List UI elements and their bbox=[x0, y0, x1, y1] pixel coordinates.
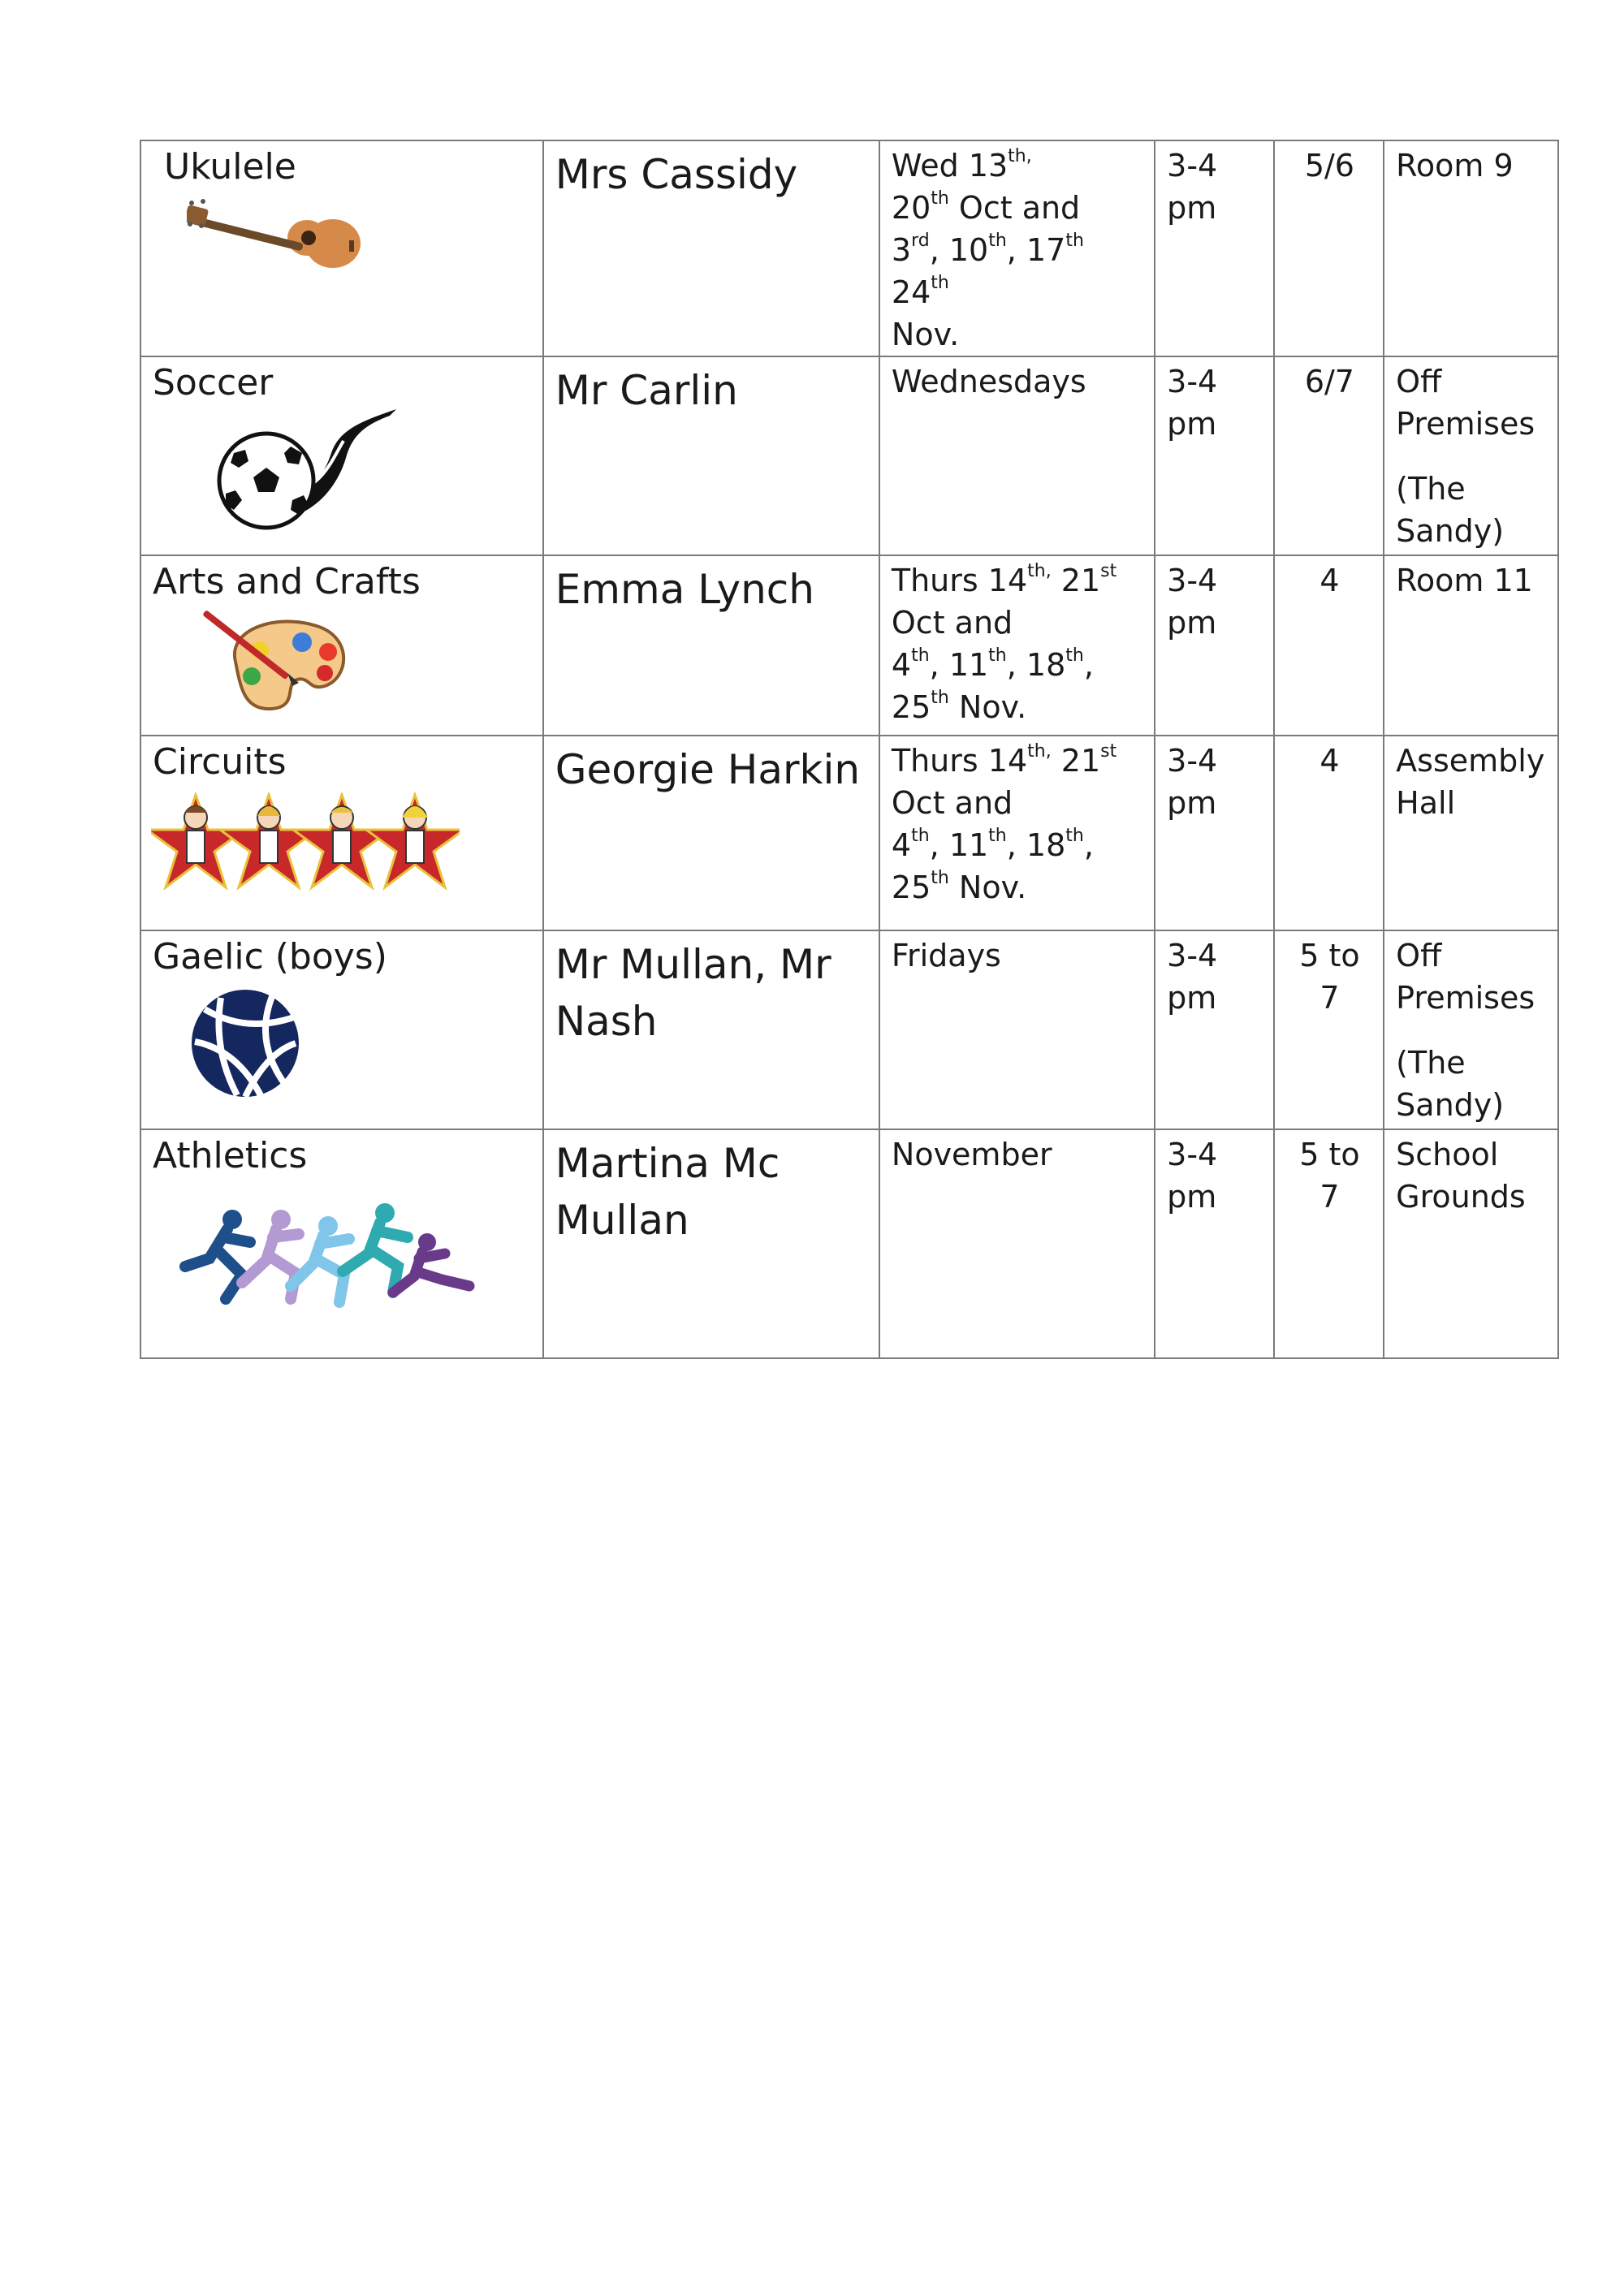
dates-line: 25th Nov. bbox=[891, 688, 1027, 725]
dates-line: Oct and bbox=[891, 605, 1013, 641]
location-line: Off bbox=[1396, 938, 1442, 973]
location-line: Assembly bbox=[1396, 743, 1545, 779]
activity-name: Gaelic (boys) bbox=[153, 936, 387, 978]
time-cell bbox=[1155, 356, 1274, 555]
table-row bbox=[140, 140, 1558, 356]
activity-cell bbox=[140, 140, 543, 356]
table-row bbox=[140, 555, 1558, 736]
location-cell bbox=[1384, 140, 1558, 356]
dates-cell bbox=[879, 1129, 1155, 1358]
leader-cell bbox=[543, 140, 879, 356]
years-cell bbox=[1274, 356, 1384, 555]
dates-cell bbox=[879, 930, 1155, 1129]
location-line: Sandy) bbox=[1396, 1087, 1505, 1123]
soccer-ball-icon bbox=[201, 404, 412, 534]
dates-line: Wed $13^{th,}$ bbox=[891, 146, 1032, 183]
location-line: Premises bbox=[1396, 406, 1535, 442]
years-cell bbox=[1274, 736, 1384, 930]
location-cell bbox=[1384, 736, 1558, 930]
dates-line: Thurs $14^{th,}$ 21st bbox=[891, 741, 1117, 779]
location-value: Room 9 bbox=[1396, 148, 1514, 183]
activity-cell bbox=[140, 1129, 543, 1358]
runners-icon bbox=[177, 1202, 502, 1323]
time-value: 3-4 pm bbox=[1167, 1137, 1218, 1215]
leader-cell bbox=[543, 356, 879, 555]
table-row bbox=[140, 1129, 1558, 1358]
location-line: Premises bbox=[1396, 980, 1535, 1016]
years-cell bbox=[1274, 140, 1384, 356]
leader-line: Nash bbox=[555, 998, 658, 1045]
dates-line: Thurs $14^{th,}$ 21st bbox=[891, 561, 1117, 598]
years-cell bbox=[1274, 555, 1384, 736]
location-line: Off bbox=[1396, 364, 1442, 399]
time-cell bbox=[1155, 736, 1274, 930]
location-line: Grounds bbox=[1396, 1179, 1526, 1215]
activity-name: Circuits bbox=[153, 741, 287, 783]
leader-name: Mrs Cassidy bbox=[555, 151, 798, 198]
location-cell bbox=[1384, 356, 1558, 555]
years-value: 4 bbox=[1320, 743, 1340, 779]
years-value: 4 bbox=[1320, 563, 1340, 598]
activity-cell bbox=[140, 736, 543, 930]
dates-line: Oct and bbox=[891, 785, 1013, 821]
gaelic-ball-icon bbox=[188, 985, 318, 1107]
location-value: Room 11 bbox=[1396, 563, 1533, 598]
dates-cell bbox=[879, 555, 1155, 736]
years-value: 5/6 bbox=[1304, 148, 1354, 183]
paint-palette-icon bbox=[203, 605, 365, 719]
activity-name: Soccer bbox=[153, 362, 274, 404]
location-cell bbox=[1384, 930, 1558, 1129]
dates-line: 25th Nov. bbox=[891, 868, 1027, 905]
activity-cell bbox=[140, 930, 543, 1129]
years-value: 6/7 bbox=[1304, 364, 1354, 399]
location-cell bbox=[1384, 1129, 1558, 1358]
dates-cell bbox=[879, 736, 1155, 930]
time-value: 3-4 pm bbox=[1167, 148, 1218, 226]
location-line: Sandy) bbox=[1396, 513, 1505, 549]
leader-name: Mr Carlin bbox=[555, 367, 738, 414]
leader-cell bbox=[543, 555, 879, 736]
activity-cell bbox=[140, 555, 543, 736]
location-line: School bbox=[1396, 1137, 1499, 1172]
dates-value: Wednesdays bbox=[891, 364, 1086, 399]
location-line: (The bbox=[1396, 1045, 1466, 1081]
kids-stars-icon bbox=[151, 785, 460, 907]
dates-line: Nov. bbox=[891, 317, 960, 352]
leader-line: Mr Mullan, Mr bbox=[555, 941, 831, 988]
time-cell bbox=[1155, 555, 1274, 736]
leader-cell bbox=[543, 736, 879, 930]
activity-name: Ukulele bbox=[164, 146, 296, 188]
dates-line: 3rd, 10th, 17th 24th bbox=[891, 231, 1084, 310]
dates-cell bbox=[879, 356, 1155, 555]
years-cell bbox=[1274, 930, 1384, 1129]
leader-cell bbox=[543, 930, 879, 1129]
table-row bbox=[140, 930, 1558, 1129]
dates-line: 4th, 11th, 18th, bbox=[891, 645, 1094, 683]
leader-name: Emma Lynch bbox=[555, 566, 814, 613]
activity-name: Arts and Crafts bbox=[153, 561, 421, 602]
leader-name: Georgie Harkin bbox=[555, 746, 861, 793]
location-line: Hall bbox=[1396, 785, 1456, 821]
dates-line: 20th Oct and bbox=[891, 188, 1081, 226]
leader-cell bbox=[543, 1129, 879, 1358]
time-value: 3-4 pm bbox=[1167, 563, 1218, 641]
dates-line: 4th, 11th, 18th, bbox=[891, 826, 1094, 863]
time-cell bbox=[1155, 140, 1274, 356]
years-value: 5 to 7 bbox=[1299, 938, 1360, 1016]
activity-cell bbox=[140, 356, 543, 555]
time-cell bbox=[1155, 1129, 1274, 1358]
dates-cell bbox=[879, 140, 1155, 356]
years-value: 5 to 7 bbox=[1299, 1137, 1360, 1215]
ukulele-icon bbox=[187, 193, 374, 283]
dates-value: Fridays bbox=[891, 938, 1001, 973]
location-cell bbox=[1384, 555, 1558, 736]
table-row bbox=[140, 736, 1558, 930]
clubs-table bbox=[140, 140, 1559, 1359]
location-line: (The bbox=[1396, 471, 1466, 507]
time-cell bbox=[1155, 930, 1274, 1129]
dates-value: November bbox=[891, 1137, 1052, 1172]
table-row bbox=[140, 356, 1558, 555]
time-value: 3-4 pm bbox=[1167, 743, 1218, 821]
leader-line: Martina Mc bbox=[555, 1140, 780, 1187]
time-value: 3-4 pm bbox=[1167, 938, 1218, 1016]
leader-line: Mullan bbox=[555, 1197, 689, 1244]
years-cell bbox=[1274, 1129, 1384, 1358]
activity-name: Athletics bbox=[153, 1135, 308, 1176]
time-value: 3-4 pm bbox=[1167, 364, 1218, 442]
